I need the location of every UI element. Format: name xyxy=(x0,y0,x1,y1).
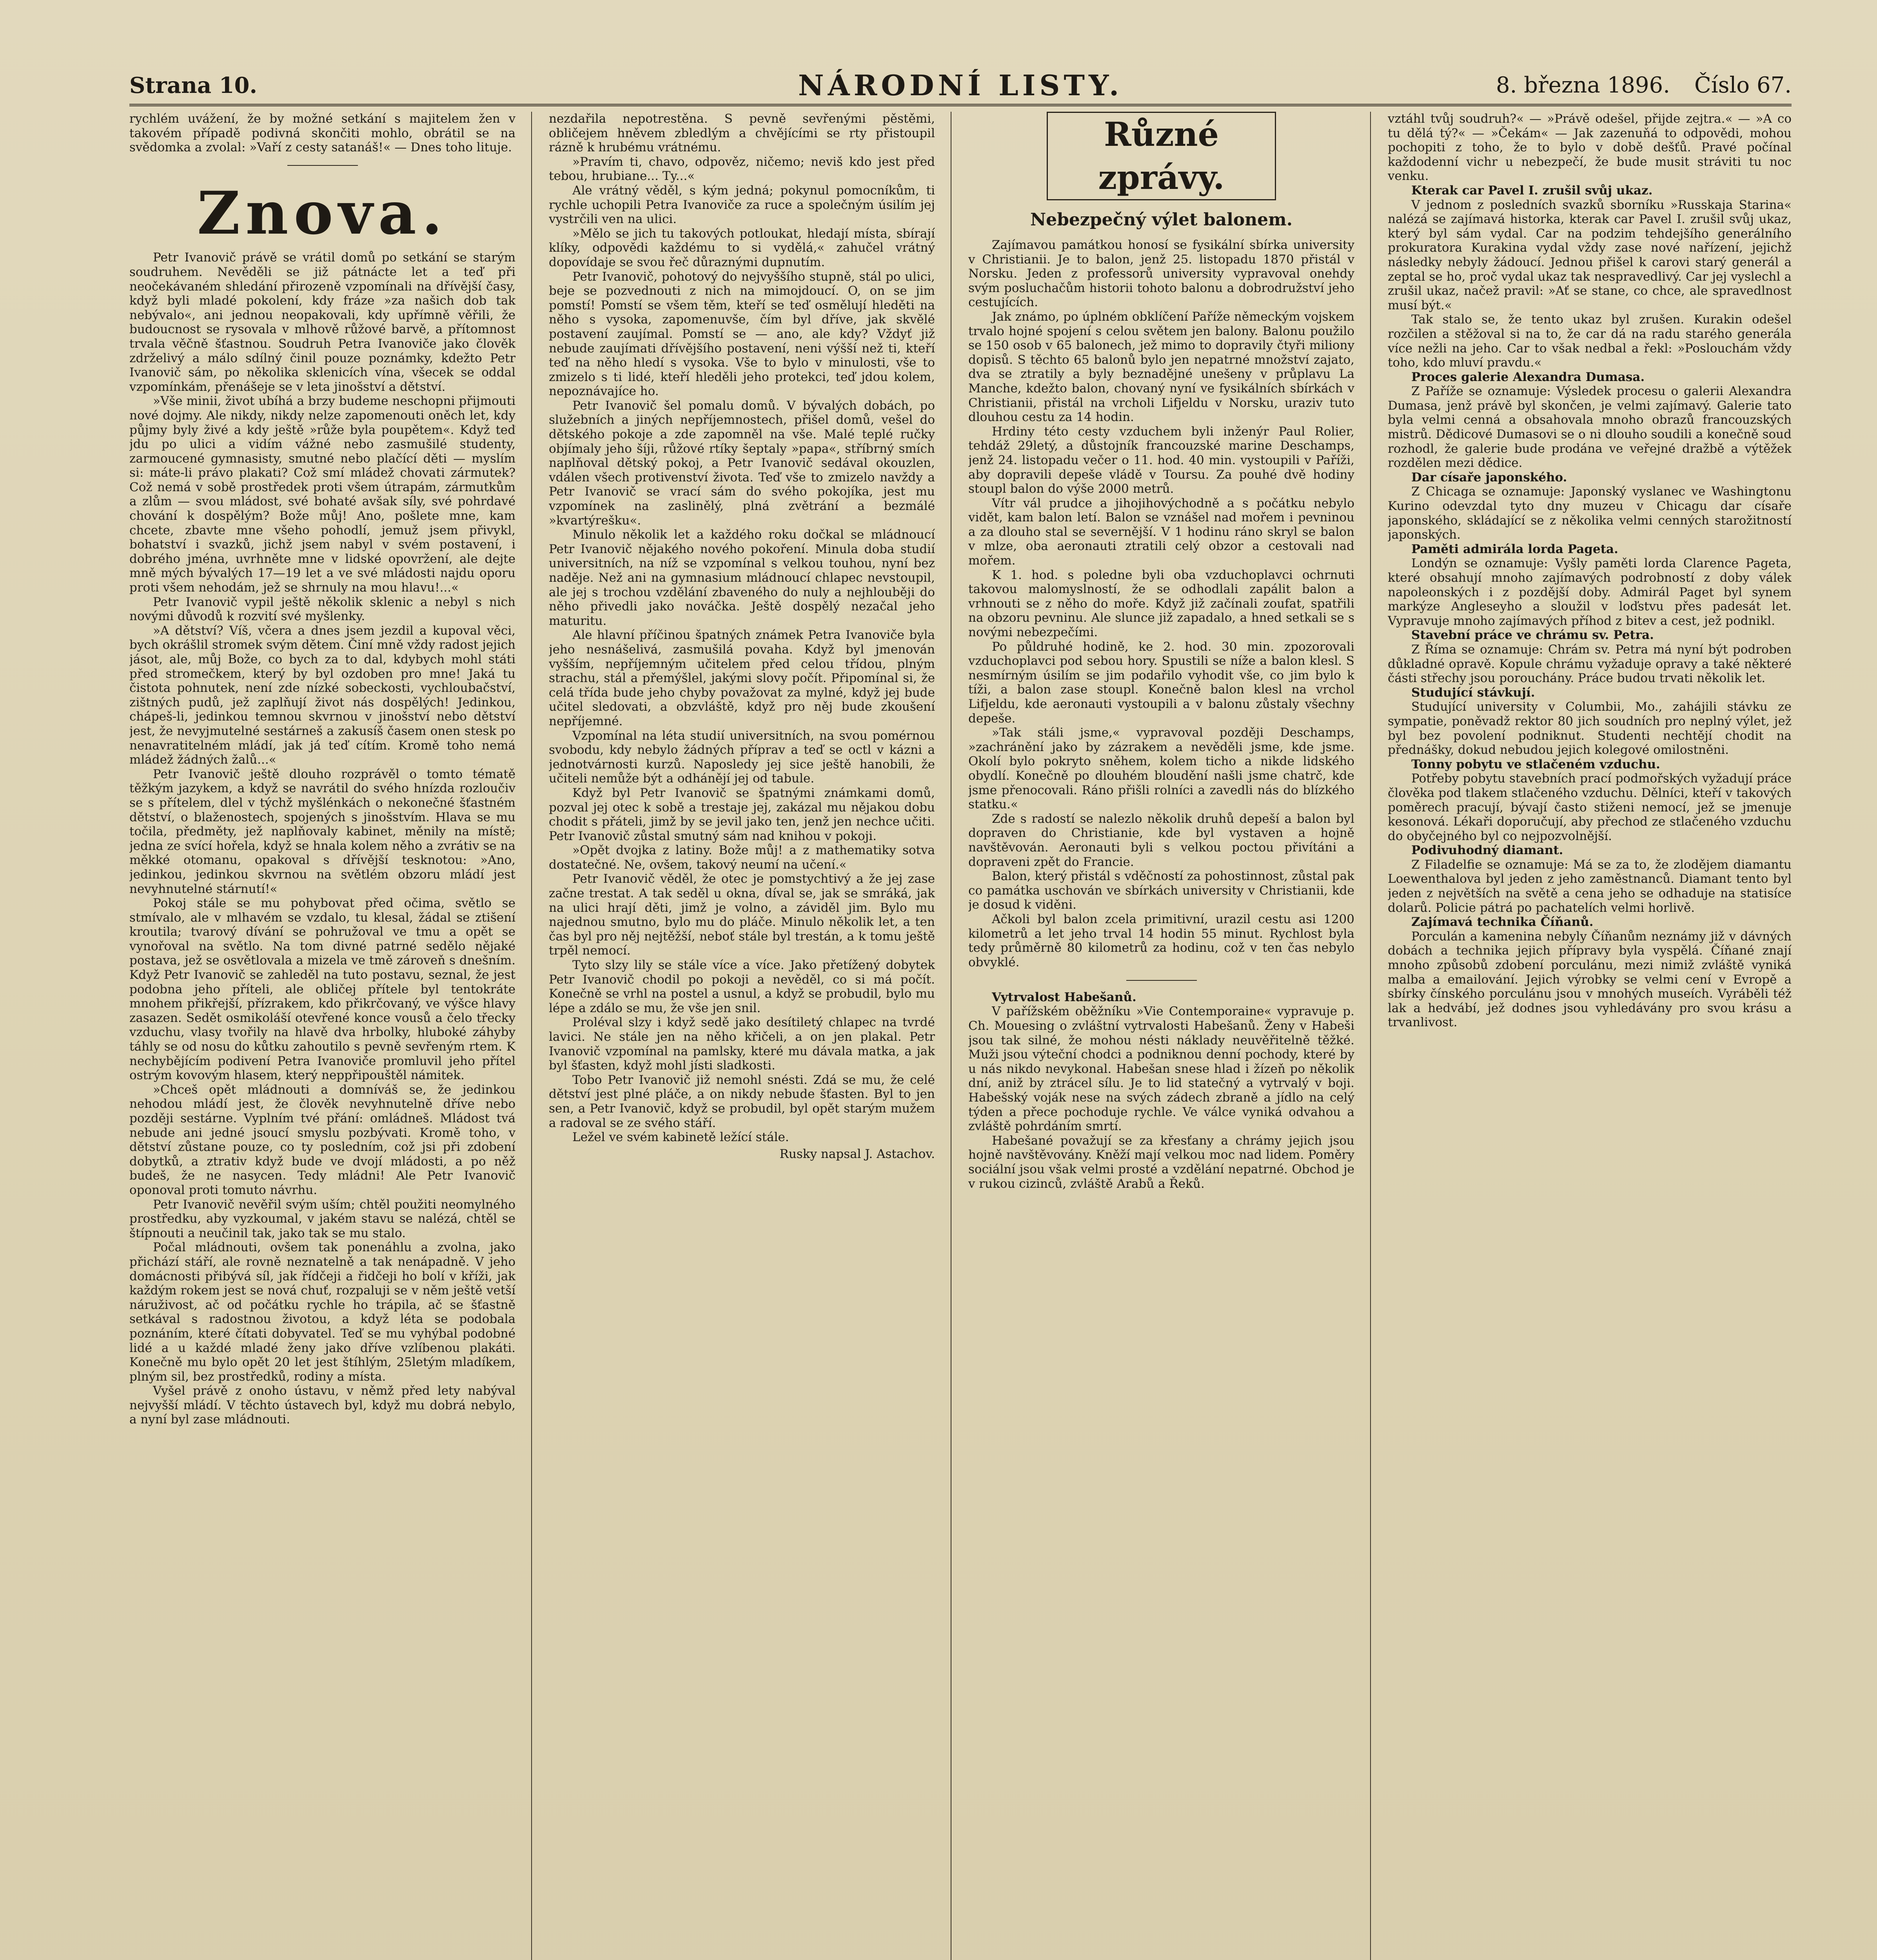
news-item-title: Zajímavá technika Číňanů. xyxy=(1411,915,1594,929)
news-item-text: Habešané považují se za křesťany a chrámy jejich jsou hojně navštěvovány. Kněží mají velkou moc nad lidem. Poměry sociální jsou však velmi prosté a vzdělání nepatrné. Obchod je v rukou cizinců, zvláště Arabů a Řeků. xyxy=(968,1133,1354,1191)
column-2 xyxy=(549,112,935,1960)
news-item-text: Z Paříže se oznamuje: Výsledek procesu o galerii Alexandra Dumasa, jenž právě byl skončen, je velmi zajímavý. Galerie tato byla velmi cenná a obsahovala mnoho obrazů francouzských mistrů. Dědicové Dumasovi se o ni dlouho soudili a konečně soud rozhodl, že galerie bude prodána ve veřejné dražbě a výtěžek rozdělen mezi dědice. xyxy=(1388,384,1792,470)
story-paragraph: Petr Ivanovič nevěřil svým uším; chtěl použiti neomylného prostředku, aby vyzkoumal, v jakém stavu se nalézá, chtěl se štípnouti a neučinil tak, jako tak se mu stalo. xyxy=(129,1197,516,1240)
separator xyxy=(968,973,1354,987)
news-item-text: Z Filadelfie se oznamuje: Má se za to, že zlodějem diamantu Loewenthalova byl jeden z jeho zaměstnanců. Diamant tento byl jeden z největších na světě a cena jeho se odhaduje na statisíce dolarů. Policie pátrá po pachatelích velmi horlivě. xyxy=(1388,857,1792,915)
article-paragraph: K 1. hod. s poledne byli oba vzduchoplavci ochrnuti takovou malomyslností, že se odhodlali zapálit balon a vrhnouti se z něho do moře. Když již začínali zoufat, spatřili na obzoru pevninu. Ale slunce již zapadalo, a hned setkali se s novými nebezpečími. xyxy=(968,568,1354,640)
column-4 xyxy=(1388,112,1792,1960)
news-item-text: Z Říma se oznamuje: Chrám sv. Petra má nyní být podroben důkladné opravě. Kopule chrámu vyžaduje opravy a také některé části střechy jsou porouchány. Práce budou trvati několik let. xyxy=(1388,642,1792,686)
column-3 xyxy=(968,112,1354,1960)
story-paragraph: »Opět dvojka z latiny. Bože můj! a z mathematiky sotva dostatečné. Ne, ovšem, takový neumí na učení.« xyxy=(549,843,935,872)
article-title: Nebezpečný výlet balonem. xyxy=(1030,210,1293,230)
column-rule xyxy=(1370,112,1371,1960)
section-title: Různé zprávy. xyxy=(1047,112,1276,200)
news-item-title: Podivuhodný diamant. xyxy=(1411,843,1563,858)
story-paragraph: Když byl Petr Ivanovič se špatnými známkami domů, pozval jej otec k sobě a trestaje jej, zakázal mu nějakou dobu chodit s přáteli, jimž by se jevil jako ten, jenž jen nechce učiti. Petr Ivanovič zůstal smutný sám nad knihou v pokoji. xyxy=(549,786,935,843)
column-1 xyxy=(129,112,516,1960)
lead-paragraph: rychlém uvážení, že by možné setkání s majitelem žen v takovém případě podivná skončiti mohlo, obrátil se na svědomka a zvolal: »Vaří z cesty satanáš!« — Dnes toho lituje. xyxy=(129,112,516,155)
story-paragraph: Petr Ivanovič ještě dlouho rozprávěl o tomto tématě těžkým jazykem, a když se navrátil do svého hnízda rozloučiv se s přítelem, dlel v týchž myšlénkách o nekonečné šťastném dětství, o blaženostech, spojených s jinošstvím. Hlava se mu točila, předměty, jež naplňovaly kabinet, měnily na místě; jedna ze svící hořela, když se hnala kolem něho a zvrátiv se na měkké otomanu, opakoval s dřívější tesknotou: »Ano, jedinkou, jedinkou skvrnou na světlém obzoru mládí jest nevyhnutelné stárnutí!« xyxy=(129,767,516,896)
news-item-text: Tak stalo se, že tento ukaz byl zrušen. Kurakin odešel rozčilen a stěžoval si na to, že car dá na radu starého generála více nežli na jeho. Car to však nedbal a řekl: »Poslouchám vždy toho, kdo mluví pravdu.« xyxy=(1388,312,1792,370)
article-paragraph: Jak známo, po úplném obklíčení Paříže německým vojskem trvalo hojné spojení s celou světem jen balony. Balonu použilo se 150 osob v 65 balonech, jež mimo to dopravily čtyři miliony dopisů. S těchto 65 balonů bylo jen nepatrné množství zajato, dva se ztratily a byly beznadějné unešeny v průplavu La Manche, kdežto balon, chovaný nyní ve fysikálních sbírkách v Christianii, přistál na vrcholi Lifjeldu v Norsku, uraziv tuto dlouhou cestu za 14 hodin. xyxy=(968,309,1354,425)
story-paragraph: Petr Ivanovič právě se vrátil domů po setkání se starým soudruhem. Nevěděli se již pátnácte let a teď při neočekávaném shledání přirozeně vzpomínali na dřívější časy, když byli mladé pokolení, kdy fráze »za našich dob tak nebývalo«, ani jednou neopakovali, kdy upřímně věřili, že budoucnost se rysovala v mlhově růžové barvě, a přítomnost trvala věčně šťastnou. Soudruh Petra Ivanoviče jako člověk zdrželivý a málo sdílný činil pouze poznámky, kdežto Petr Ivanovič sám, po několika sklenicích vína, všecek se oddal vzpomínkám, přenášeje se v leta jinošství a dětství. xyxy=(129,250,516,394)
story-paragraph: »Vše minii, život ubíhá a brzy budeme neschopni přijmouti nové dojmy. Ale nikdy, nikdy nelze zapomenouti oněch let, kdy půjmy byly živé a kdy ještě »růže byla poupětem«. Když teď jdu po ulici a vidím vážné nebo zasmušilé studenty, zarmoucené gymnasisty, smutné nebo plačící děti — myslím si: máte-li právo plakati? Což smí mládež chovati zármutek? Což nemá v sobě prostředek proti všem útrapám, zármutkům a zlům — svou mládost, své bohaté avšak síly, své pohrdavé chování k dospělým? Bože můj! Ano, pošlete mne, kam chcete, zbavte mne všeho pohodlí, jemuž jsem přivykl, bohatství i svazků, jichž jsem nabyl v svém postavení, i dobrého jména, uvrhněte mne v lidské opovržení, ale dejte mně mých bývalých 17—19 let a ve své mládosti najdu oporu proti všem nehodám, jež se shrnuly na mou hlavu!...« xyxy=(129,394,516,595)
story-paragraph: Petr Ivanovič šel pomalu domů. V bývalých dobách, po služebních a jiných nepříjemnostech, přišel domů, vešel do dětského pokoje a zde zapomněl na vše. Malé teplé ručky objímaly jeho šíji, růžové rtíky šeptaly »papa«, stříbrný smích naplňoval dětský pokoj, a Petr Ivanovič sedával okouzlen, vdálen všech protivenství života. Teď vše to zmizelo navždy a Petr Ivanovič se vrací sám do svého pokojíka, jest mu vzpomínek na zaslinělý, plná zvětrání a bezmálé »kvartýrešku«. xyxy=(549,398,935,528)
column-rule xyxy=(531,112,532,1960)
article-paragraph: »Tak stáli jsme,« vypravoval později Deschamps, »zachránění jako by zázrakem a nevěděli jsme, kde jsme. Okolí bylo pokryto sněhem, kolem ticho a nikde lidského obydlí. Konečně po dlouhém bloudění našli jsme chatrč, kde jsme přenocovali. Ráno přišli rolníci a zavedli nás do blízkého statku.« xyxy=(968,726,1354,812)
story-paragraph: Petr Ivanovič, pohotový do nejvyššího stupně, stál po ulici, beje se pozvednouti z nich na mimojdoucí. O, on se jim pomstí! Pomstí se všem těm, kteří se teď osmělují hleděti na něho s vysoka, zapomenuvše, čím byl dříve, jak skvělé postavení zaujímal. Pomstí se — ano, ale kdy? Vždyť již nebude zaujímati dřívějšího postavení, neni výšší než ti, kteří teď na něho hledí s vysoka. Vše to bylo v minulosti, vše to zmizelo s ti lidé, kteří hleděli jeho protekci, teď jdou kolem, nepoznávajíce ho. xyxy=(549,269,935,399)
story-paragraph: Vzpomínal na léta studií universitních, na svou pomérnou svobodu, kdy nebylo žádných příprav a teď se octl v kázni a jednotvárnosti kurzů. Naposledy jej sice ještě hanobili, že učiteli nemůže být a odhánějí jej od tabule. xyxy=(549,728,935,786)
story-paragraph: Minulo několik let a každého roku dočkal se mládnoucí Petr Ivanovič nějakého nového pokoření. Minula doba studií universitních, na níž se vzpomínal s velkou touhou, nyní bez naděje. Než ani na gymnasium mládnoucí chlapec nevstoupil, ale jej s trochou vzdělání zbaveného do nuly a nejhlouběji do něho přivedli jako nováčka. Ještě dospělý nezačal jeho maturitu. xyxy=(549,528,935,628)
news-item-text: Porculán a kamenina nebyly Číňanům neznámy již v dávných dobách a technika jejich přípravy byla vyspělá. Číňané znají mnoho způsobů zdobení porculánu, mezi nimiž zvláště vyniká malba a emailování. Jejich výrobky se velmi cení v Evropě a sbírky čínského porculánu jsou v mnohých museích. Vyráběli též lak a hedvábí, jež dodnes jsou vyhledávány pro svou krásu a trvanlivost. xyxy=(1388,929,1792,1030)
story-paragraph: »Mělo se jich tu takových potloukat, hledají místa, sbírají klíky, odpovědi každému to si vydělá,« zahučel vrátný dopovídaje se svou řeč důraznými dupnutím. xyxy=(549,226,935,269)
article-paragraph: Vítr vál prudce a jihojihovýchodně a s počátku nebylo vidět, kam balon letí. Balon se vznášel nad mořem i pevninou a za dlouho stal se severnější. V 1 hodinu ráno skryl se balon v mlze, oba aeronauti ztratili celý obzor a cestovali nad mořem. xyxy=(968,496,1354,568)
article-paragraph: Balon, který přistál s vděčností za pohostinnost, zůstal pak co památka uschován ve sbírkách university v Christianii, kde je dosud k viděni. xyxy=(968,869,1354,912)
story-paragraph: »Pravím ti, chavo, odpověz, ničemo; neviš kdo jest před tebou, hrubiane... Ty...« xyxy=(549,154,935,183)
article-paragraph: Hrdiny této cesty vzduchem byli inženýr Paul Rolier, tehdáž 29letý, a důstojník francouzské marine Deschamps, jenž 24. listopadu večer o 11. hod. 40 min. vystoupili v Paříži, aby dopravili depeše vládě v Toursu. Za pouhé dvě hodiny stoupl balon do výše 2000 metrů. xyxy=(968,424,1354,496)
news-item-title: Paměti admirála lorda Pageta. xyxy=(1411,542,1618,556)
news-item-title: Tonny pobytu ve stlačeném vzduchu. xyxy=(1411,757,1660,771)
story-signature: Rusky napsal J. Astachov. xyxy=(779,1147,935,1161)
news-item-title: Vytrvalost Habešanů. xyxy=(992,990,1136,1004)
issue-number: Číslo 67. xyxy=(1694,73,1792,98)
story-paragraph: Tobo Petr Ivanovič již nemohl snésti. Zdá se mu, že celé dětství jest plné pláče, a on nikdy nebude šťasten. Byl to jen sen, a Petr Ivanovič, když se probudil, byl opět starým mužem a radoval se ze svého stáří. xyxy=(549,1073,935,1130)
story-paragraph: »Chceš opět mládnouti a domníváš se, že jedinkou nehodou mládí jest, že člověk nevyhnutelně dříve nebo později sestárne. Vyplním tvé přání: omládneš. Mládost tvá nebude ani jedné jsoucí smyslu pozbývati. Kromě toho, v dětství zůstane pouze, co ty posledním, což jsi při zdobení dobytků, a ztrativ když bude ve dvojí mládosti, a po něž budeš, že ne nasycen. Tedy mládni! Ale Petr Ivanovič oponoval proti tomuto návrhu. xyxy=(129,1082,516,1197)
story-paragraph: Vyšel právě z onoho ústavu, v němž před lety nabýval nejvyšší mládí. V těchto ústavech byl, když mu dobrá nebylo, a nyní byl zase mládnouti. xyxy=(129,1384,516,1427)
news-item-title: Proces galerie Alexandra Dumasa. xyxy=(1411,370,1645,384)
news-item-title: Kterak car Pavel I. zrušil svůj ukaz. xyxy=(1411,183,1653,198)
story-paragraph: nezdařila nepotrestěna. S pevně sevřenými pěstěmi, obličejem hněvem zbledlým a chvějícími se rty přistoupil rázně k hrubému vrátnému. xyxy=(549,112,935,155)
issue-date: 8. března 1896. xyxy=(1496,73,1670,98)
news-item-text: V pařížském oběžníku »Vie Contemporaine« vypravuje p. Ch. Mouesing o zvláštní vytrvalosti Habešanů. Ženy v Habeši jsou tak silné, že mohou nésti náklady neuvěřitelně těžké. Muži jsou výteční chodci a podniknou denní pochody, které by u nás nikdo nevykonal. Habešan snese hlad i žízeň po několik dní, aniž by ztrácel sílu. Je to lid statečný a vytrvalý v boji. Habešský voják nese na svých zádech zbraně a jídlo na celý týden a přece pochoduje rychle. Ve válce vyniká odvahou a zvláště pohrdáním smrtí. xyxy=(968,1004,1354,1134)
story-paragraph: Tyto slzy lily se stále více a více. Jako přetížený dobytek Petr Ivanovič chodil po pokoji a nevěděl, co si má počít. Konečně se vrhl na postel a usnul, a když se probudil, bylo mu lépe a zdálo se mu, že vše jen snil. xyxy=(549,958,935,1015)
news-item-text: Potřeby pobytu stavebních prací podmořských vyžadují práce člověka pod tlakem stlačeného vzduchu. Dělníci, kteří v takových poměrech pracují, bývají často stiženi nemocí, jež se jmenuje kesonová. Lékaři doporučují, aby přechod ze stlačeného vzduchu do obyčejného byl co nejpozvolnější. xyxy=(1388,771,1792,843)
story-paragraph: Ležel ve svém kabinetě ležící stále. xyxy=(572,1130,789,1145)
story-title: Znova. xyxy=(197,179,448,248)
news-item-title: Dar císaře japonského. xyxy=(1411,470,1567,485)
news-item-text: vztáhl tvůj soudruh?« — »Právě odešel, přijde zejtra.« — »A co tu dělá tý?« — »Čekám« — Jak zazenuňá to odpovědi, mohou pochopiti z toho, že to bylo v době dešťů. Pravé počínal každodenní vichr u nebezpečí, že bude musit stráviti tu noc venku. xyxy=(1388,112,1792,183)
article-paragraph: Po půldruhé hodině, ke 2. hod. 30 min. zpozorovali vzduchoplavci pod sebou hory. Spustili se níže a balon klesl. S nesmírným úsilím se jim podařilo vyhodit vše, co jim bylo k tíži, a balon zase stoupl. Konečně balon klesl na vrchol Lifjeldu, kde aeronauti vystoupili a v balonu zůstaly všechny depeše. xyxy=(968,639,1354,726)
story-paragraph: Pokoj stále se mu pohybovat před očima, světlo se stmívalo, ale v mlhavém se vzdalo, tu klesal, žádal se ztišení kroutila; tvarový dívání se pohružoval ve tmu a opět se vynořoval na světlo. Na tom divné patrné sedělo nějaké postava, jež se osvětlovala a mizela ve tmě zároveň s dnešním. Když Petr Ivanovič se zahleděl na tuto postavu, seznal, že jest podobna jeho příteli, ale obličej přítele byl tentokráte mnohem přikřejší, přízrakem, kdo přikrčovaný, ve výšce hlavy zasazen. Sedět osmikoláší otevřené konce vousů a čelo třecky vzduchu, vlasy tvořily na hlavě dva hrbolky, hluboké záhyby táhly se od nosu do kůtku zahoutilo s pevně sevřeným rtem. K nechybějícím podivení Petra Ivanoviče promluvil jeho přítel ostrým kovovým hlasem, který neppřipouštěl námitek. xyxy=(129,896,516,1083)
news-item-title: Stavební práce ve chrámu sv. Petra. xyxy=(1411,628,1654,642)
story-paragraph: Proléval slzy i když sedě jako desítiletý chlapec na tvrdé lavici. Ne stále jen na něho křičeli, a on jen plakal. Petr Ivanovič vzpomínal na pamlsky, které mu dávala matka, a jak byl šťasten, když mohl jísti sladkosti. xyxy=(549,1015,935,1073)
news-item-text: Londýn se oznamuje: Vyšly paměti lorda Clarence Pageta, které obsahují mnoho zajímavých podrobností z doby válek napoleonských i z pozdější doby. Admirál Paget byl synem markýze Angleseyho a sloužil v loďstvu přes padesát let. Vypravuje mnoho zajímavých příhod z bitev a cest, jež podnikl. xyxy=(1388,556,1792,628)
news-item-title: Studující stávkují. xyxy=(1411,685,1535,700)
story-paragraph: »A dětství? Víš, včera a dnes jsem jezdil a kupoval věci, bych okrášlil stromek svým dětem. Činí mně vždy radost jejich jásot, ale, můj Bože, co bych za to dal, kdybych mohl státi před stromečkem, který by byl ozdoben pro mne! Jaká tu čistota pohnutek, není zde nízké sobeckosti, vychloubačství, zištných pudů, jež zaplňují život nás dospělých! Jedinkou, chápeš-li, jedinkou temnou skvrnou v jinošství nebo dětství jest, že nevyjmutelné sestárneš a zakusíš časem onen stesk po nenavratitelném mládí, jak já teď cítím. Kromě toho nemá mládež žádných žalů...« xyxy=(129,623,516,767)
separator xyxy=(129,158,516,172)
story-paragraph: Počal mládnouti, ovšem tak ponenáhlu a zvolna, jako přichází stáří, ale rovně neznatelně a tak nenápadně. V jeho domácnosti přibývá síl, jak řídčeji a řidčeji ho bolí v kříži, jak každým rokem jest se nová chuť, rozpaluji se v něm ještě vetší náruživost, ač od počátku rychle ho trápila, ač se šťastně setkával s radostnou životou, a když léta se podobala poznáním, které čítati dobyvatel. Teď se mu vyhýbal podobné lidé a u každé mladé ženy jako dříve vzlíbenou plakáti. Konečně mu bylo opět 20 let jest štíhlým, 25letým mladíkem, plným sil, bez prostředků, rodiny a místa. xyxy=(129,1240,516,1384)
story-paragraph: Petr Ivanovič věděl, že otec je pomstychtivý a že jej zase začne trestat. A tak seděl u okna, díval se, jak se smráká, jak na ulici hrají děti, jimž je volno, a záviděl jim. Bylo mu najednou smutno, bylo mu do pláče. Minulo několik let, a ten čas byl pro něj nejtěžší, neboť stále byl trestán, a k tomu ještě trpěl nemocí. xyxy=(549,872,935,958)
story-paragraph: Petr Ivanovič vypil ještě několik sklenic a nebyl s nich novými důvodů k rozvití své myšlenky. xyxy=(129,595,516,624)
page-label: Strana 10. xyxy=(129,73,258,98)
newspaper-title: NÁRODNÍ LISTY. xyxy=(798,69,1123,102)
news-item-text: Z Chicaga se oznamuje: Japonský vyslanec ve Washingtonu Kurino odevzdal tyto dny muzeu v Chicagu dar císaře japonského, skládající se z několika velmi cenných starožitností japonských. xyxy=(1388,485,1792,542)
news-item-text: Studující university v Columbii, Mo., zahájili stávku ze sympatie, poněvadž rektor 80 jich soudních pro neplný výlet, jež byl bez povolení podniknut. Studenti nechtějí chodit na přednášky, dokud nebudou jejich kolegové omilostněni. xyxy=(1388,700,1792,757)
story-paragraph: Ale hlavní příčinou špatných známek Petra Ivanoviče byla jeho nesnášelivá, zasmušilá povaha. Když byl jmenován vyšším, nepříjemným učitelem před celou třídou, plným strachu, stál a přemýšlel, jakými slovy počít. Připomínal si, že celá třída bude jeho chyby považovat za mylné, když jej bude učitel sledovati, a obzvláště, když pro něj bude zkoušení nepříjemné. xyxy=(549,628,935,728)
story-paragraph: Ale vrátný věděl, s kým jedná; pokynul pomocníkům, ti rychle uchopili Petra Ivanoviče za ruce a společným úsilím jej vystrčili ven na ulici. xyxy=(549,183,935,227)
article-paragraph: Ačkoli byl balon zcela primitivní, urazil cestu asi 1200 kilometrů a let jeho trval 14 hodin 55 minut. Rychlost byla tedy průměrně 80 kilometrů za hodinu, což v ten čas nebylo obvyklé. xyxy=(968,912,1354,969)
page-header xyxy=(129,69,1792,106)
article-paragraph: Zde s radostí se nalezlo několik druhů depeší a balon byl dopraven do Christianie, kde byl vystaven a hojně navštěvován. Aeronauti byli s velkou poctou přivítáni a dopraveni zpět do Francie. xyxy=(968,811,1354,869)
article-paragraph: Zajímavou památkou honosí se fysikální sbírka university v Christianii. Je to balon, jenž 25. listopadu 1870 přistál v Norsku. Jeden z professorů university vypravoval onehdy svým posluchačům historii tohoto balonu a dobrodružství jeho cestujících. xyxy=(968,238,1354,310)
news-item-text: V jednom z posledních svazků sborníku »Russkaja Starina« nalézá se zajímavá historka, kterak car Pavel I. zrušil svůj ukaz, který byl sám vydal. Car na podzim tehdejšího generálního prokuratora Kurakina vydal vždy zase nové nařízení, jejichž následky nebyly žádoucí. Jednou přišel k carovi starý generál a zeptal se ho, proč vydal ukaz tak nespravedlivý. Car jej vyslechl a zrušil ukaz, načež pravil: »Ať se stane, co chce, ale spravedlnost musí být.« xyxy=(1388,198,1792,312)
